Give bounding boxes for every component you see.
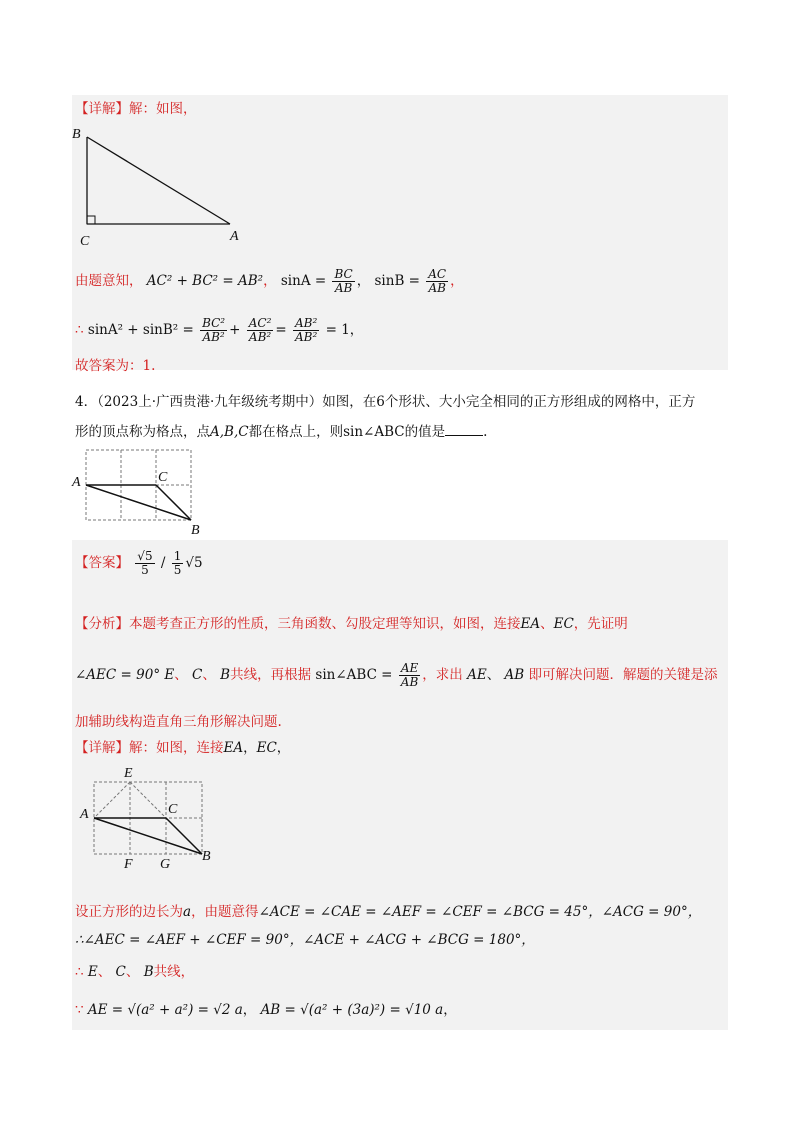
solution-grid-figure bbox=[72, 762, 222, 872]
question4-line1: 4．（2023上·广西贵港·九年级统考期中）如图，在6个形状、大小完全相同的正方形组成的网格中，正方 bbox=[75, 394, 696, 410]
grid-label-a: A bbox=[72, 475, 81, 490]
collinear-conclusion: ∴ E、 C、 B共线， bbox=[75, 964, 195, 980]
given-line: 由题意知， AC² + BC² = AB²， sinA = $\frac{BC}{AB}$ ， sinB = $\frac{AC}{AB}$ ， bbox=[75, 267, 464, 295]
grid2-label-c: C bbox=[168, 802, 178, 817]
grid2-label-a: A bbox=[80, 807, 89, 822]
answer-blank bbox=[445, 422, 483, 436]
sum-line: ∴ sinA² + sinB² = $\frac{\text{BC²}}{\text{AB²}}$ + $\frac{\text{AC²}}{\text{AB²}}$ = $\frac{\text{AB²}}{\text{AB²}}$ = 1， bbox=[75, 316, 364, 344]
detail-heading-q3: 【详解】解：如图， bbox=[75, 101, 197, 117]
analysis-line3: 加辅助线构造直角三角形解决问题. bbox=[75, 714, 282, 730]
grid-label-c: C bbox=[158, 470, 168, 485]
grid2-label-f: F bbox=[124, 857, 133, 872]
collinear-proof-line: ∴∠AEC = ∠AEF + ∠CEF = 90°，∠ACE + ∠ACG + ∠BCG = 180°， bbox=[75, 932, 535, 948]
question-grid-figure bbox=[70, 446, 210, 536]
lengths-line: ∵ AE = √(a² + a²) = √2 a， AB = √(a² + (3a)²) = √10 a， bbox=[75, 1002, 457, 1018]
setup-line: 设正方形的边长为a，由题意得∠ACE = ∠CAE = ∠AEF = ∠CEF = ∠BCG = 45°，∠ACG = 90°， bbox=[75, 904, 702, 920]
analysis-line2: ∠AEC = 90° E、 C、 B共线，再根据 sin∠ABC = $\frac{AE}{AB}$ ，求出 AE、 AB 即可解决问题．解题的关键是添 bbox=[75, 661, 718, 689]
right-triangle-figure bbox=[70, 122, 260, 247]
grid2-label-e: E bbox=[124, 766, 133, 781]
grid2-label-g: G bbox=[160, 857, 171, 872]
detail-heading-q4: 【详解】解：如图，连接EA，EC， bbox=[75, 740, 291, 756]
vertex-label-a: A bbox=[230, 229, 239, 244]
grid2-label-b: B bbox=[202, 849, 211, 864]
answer-q3: 故答案为：1. bbox=[75, 358, 156, 374]
analysis-line1: 【分析】本题考查正方形的性质，三角函数、勾股定理等知识，如图，连接EA、EC，先证明 bbox=[75, 616, 628, 632]
grid-label-b: B bbox=[191, 523, 200, 536]
question4-line2: 形的顶点称为格点，点A,B,C都在格点上，则sin∠ABC的值是 . bbox=[75, 424, 488, 440]
answer-q4: 【答案】 $\frac{√5}{5}$ / $\frac{1}{5}$ √5 bbox=[75, 549, 203, 577]
vertex-label-b: B bbox=[72, 127, 81, 142]
vertex-label-c: C bbox=[80, 234, 90, 247]
